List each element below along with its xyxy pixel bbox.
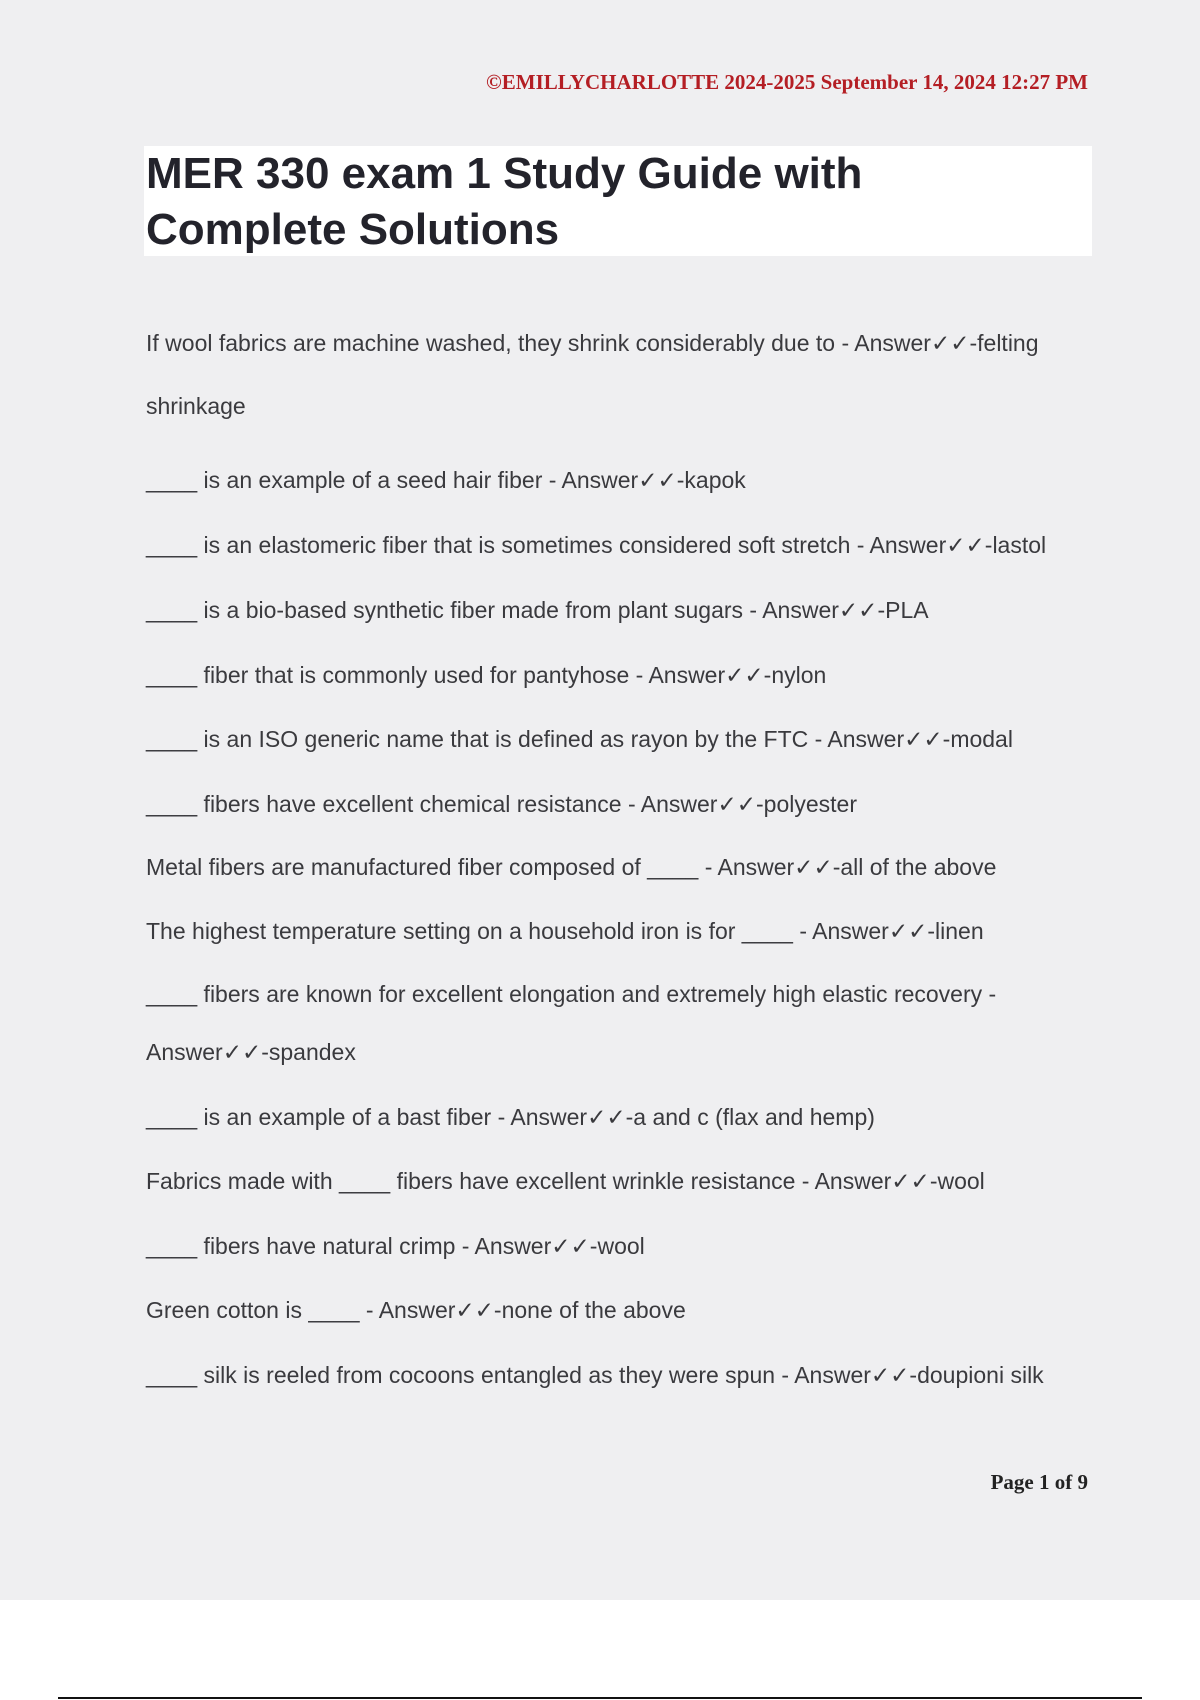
qa-item-7: ____ fibers have excellent chemical resistance - Answer✓✓-polyester (146, 791, 857, 817)
qa-item-9: The highest temperature setting on a household iron is for ____ - Answer✓✓-linen (146, 918, 984, 944)
title-line-2: Complete Solutions (146, 205, 560, 254)
title-line-1: MER 330 exam 1 Study Guide with (146, 149, 863, 198)
page-divider (58, 1697, 1142, 1699)
qa-item-10-continuation: Answer✓✓-spandex (146, 1039, 356, 1065)
page-title (146, 146, 1086, 258)
qa-item-4: ____ is a bio-based synthetic fiber made from plant sugars - Answer✓✓-PLA (146, 597, 929, 623)
qa-item-11: ____ is an example of a bast fiber - Answer✓✓-a and c (flax and hemp) (146, 1104, 875, 1130)
copyright-header: ©EMILLYCHARLOTTE 2024-2025 September 14, 2024 12:27 PM (486, 70, 1088, 94)
page-number: Page 1 of 9 (990, 1470, 1088, 1494)
qa-item-6: ____ is an ISO generic name that is defined as rayon by the FTC - Answer✓✓-modal (146, 726, 1013, 752)
qa-item-14: Green cotton is ____ - Answer✓✓-none of the above (146, 1297, 686, 1323)
qa-item-12: Fabrics made with ____ fibers have excellent wrinkle resistance - Answer✓✓-wool (146, 1168, 985, 1194)
qa-item-3: ____ is an elastomeric fiber that is sometimes considered soft stretch - Answer✓✓-lastol (146, 532, 1047, 558)
qa-item-1-continuation: shrinkage (146, 393, 246, 419)
qa-item-5: ____ fiber that is commonly used for pantyhose - Answer✓✓-nylon (146, 662, 827, 688)
qa-item-1-question: If wool fabrics are machine washed, they shrink considerably due to - Answer✓✓-felting (146, 330, 1039, 356)
qa-item-10-question: ____ fibers are known for excellent elongation and extremely high elastic recovery - (146, 981, 997, 1007)
qa-item-13: ____ fibers have natural crimp - Answer✓✓-wool (146, 1233, 645, 1259)
qa-item-8: Metal fibers are manufactured fiber composed of ____ - Answer✓✓-all of the above (146, 854, 997, 880)
qa-item-15: ____ silk is reeled from cocoons entangled as they were spun - Answer✓✓-doupioni silk (146, 1362, 1044, 1388)
qa-item-2: ____ is an example of a seed hair fiber - Answer✓✓-kapok (146, 467, 746, 493)
